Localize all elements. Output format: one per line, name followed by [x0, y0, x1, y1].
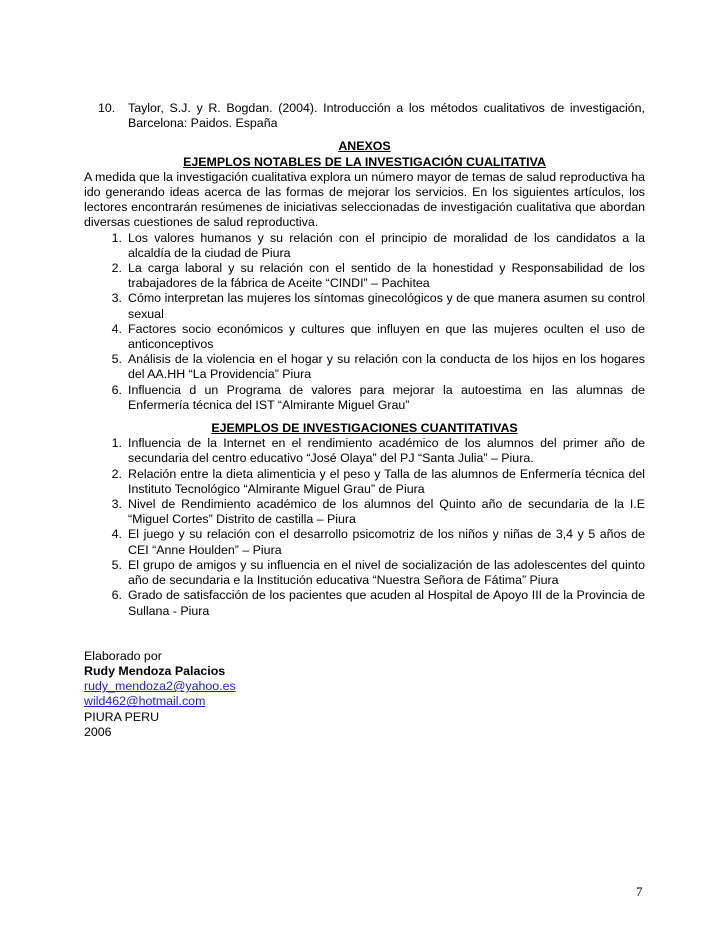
- qualitative-item: [84, 322, 645, 352]
- list-number: 6.: [111, 588, 122, 603]
- list-number: 5.: [111, 352, 122, 367]
- list-text: Grado de satisfacción de los pacientes que acuden al Hospital de Apoyo III de la Provincia de Sullana - Piura: [128, 588, 645, 618]
- annex-title: ANEXOS: [338, 139, 391, 154]
- spacer: [84, 413, 645, 421]
- list-text: Factores socio económicos y cultures que influyen en que las mujeres oculten el uso de anticonceptivos: [128, 321, 645, 352]
- author-place: PIURA PERU: [84, 709, 160, 724]
- list-number: 4.: [111, 321, 122, 336]
- list-text: El juego y su relación con el desarrollo psicomotriz de los niños y niñas de 3,4 y 5 años de CEI “Anne Houlden” – Piura: [128, 527, 645, 557]
- list-text: Influencia d un Programa de valores para mejorar la autoestima en las alumnas de Enfermería técnica del IST “Almirante Miguel Grau”: [128, 382, 645, 412]
- quantitative-item: [84, 527, 645, 557]
- list-text: Cómo interpretan las mujeres los síntomas ginecológicos y de que manera asumen su control sexual: [128, 291, 645, 321]
- list-text: Nivel de Rendimiento académico de los alumnos del Quinto año de secundaria de la I.E “Miguel Cortes” Distrito de castilla – Piura: [128, 497, 645, 527]
- list-number: 5.: [111, 557, 122, 572]
- quantitative-item: [84, 467, 645, 497]
- quantitative-item: [84, 436, 645, 466]
- list-text: El grupo de amigos y su influencia en el nivel de socialización de las adolescentes del quinto año de secundaria e la Institución educativa “Nuestra Señora de Fátima” Piura: [128, 557, 645, 588]
- qualitative-heading: EJEMPLOS NOTABLES DE LA INVESTIGACIÓN CUALITATIVA: [183, 154, 546, 169]
- spacer: [84, 131, 645, 139]
- quantitative-heading: EJEMPLOS DE INVESTIGACIONES CUANTITATIVAS: [211, 421, 518, 436]
- list-number: 1.: [111, 230, 122, 245]
- quantitative-item: [84, 558, 645, 588]
- qualitative-item: [84, 352, 645, 382]
- email-link-yahoo[interactable]: rudy_mendoza2@yahoo.es: [84, 679, 236, 694]
- reference-item-10: [84, 101, 645, 131]
- list-number: 2.: [111, 261, 122, 276]
- quantitative-list: [84, 436, 645, 618]
- list-number: 6.: [111, 382, 122, 397]
- author-year: 2006: [84, 724, 112, 739]
- list-number: 2.: [111, 466, 122, 481]
- page-number: 7: [636, 884, 643, 899]
- page-content: [84, 101, 645, 740]
- list-text: Análisis de la violencia en el hogar y su relación con la conducta de los hijos en los hogares del AA.HH “La Providencia” Piura: [128, 352, 645, 382]
- list-text: Influencia de la Internet en el rendimiento académico de los alumnos del primer año de secundaria del centro educativo “José Olaya” del PJ “Santa Julia” – Piura.: [128, 436, 645, 466]
- qualitative-item: [84, 383, 645, 413]
- quantitative-item: [84, 497, 645, 527]
- qualitative-list: [84, 231, 645, 413]
- author-block: [84, 649, 645, 740]
- qualitative-item: [84, 231, 645, 261]
- intro-paragraph: A medida que la investigación cualitativa explora un número mayor de temas de salud reproductiva ha ido generando ideas acerca de las formas de mejorar los servicios. En los siguientes artículos, los lectores encontrarán resúmenes de iniciativas seleccionadas de investigación cualitativa que abordan diversas cuestiones de salud reproductiva.: [84, 169, 645, 230]
- prepared-by-label: Elaborado por: [84, 648, 162, 663]
- qualitative-item: [84, 261, 645, 291]
- list-number: 3.: [111, 291, 122, 306]
- list-text: Relación entre la dieta alimenticia y el peso y Talla de las alumnos de Enfermería técnica del Instituto Tecnológico “Almirante Miguel Grau” de Piura: [128, 466, 645, 496]
- quantitative-item: [84, 588, 645, 618]
- list-text: La carga laboral y su relación con el sentido de la honestidad y Responsabilidad de los trabajadores de la fábrica de Aceite “CINDI” – Pachitea: [128, 261, 645, 291]
- list-number: 1.: [111, 436, 122, 451]
- author-name: Rudy Mendoza Palacios: [84, 663, 226, 678]
- reference-text: Taylor, S.J. y R. Bogdan. (2004). Introducción a los métodos cualitativos de investigación, Barcelona: Paidos. España: [128, 101, 645, 131]
- list-number: 3.: [111, 497, 122, 512]
- list-number: 4.: [111, 527, 122, 542]
- qualitative-item: [84, 291, 645, 321]
- list-text: Los valores humanos y su relación con el principio de moralidad de los candidatos a la alcaldía de la ciudad de Piura: [128, 230, 645, 260]
- reference-number: 10.: [98, 101, 116, 115]
- email-link-hotmail[interactable]: wild462@hotmail.com: [84, 694, 206, 709]
- spacer: [84, 619, 645, 649]
